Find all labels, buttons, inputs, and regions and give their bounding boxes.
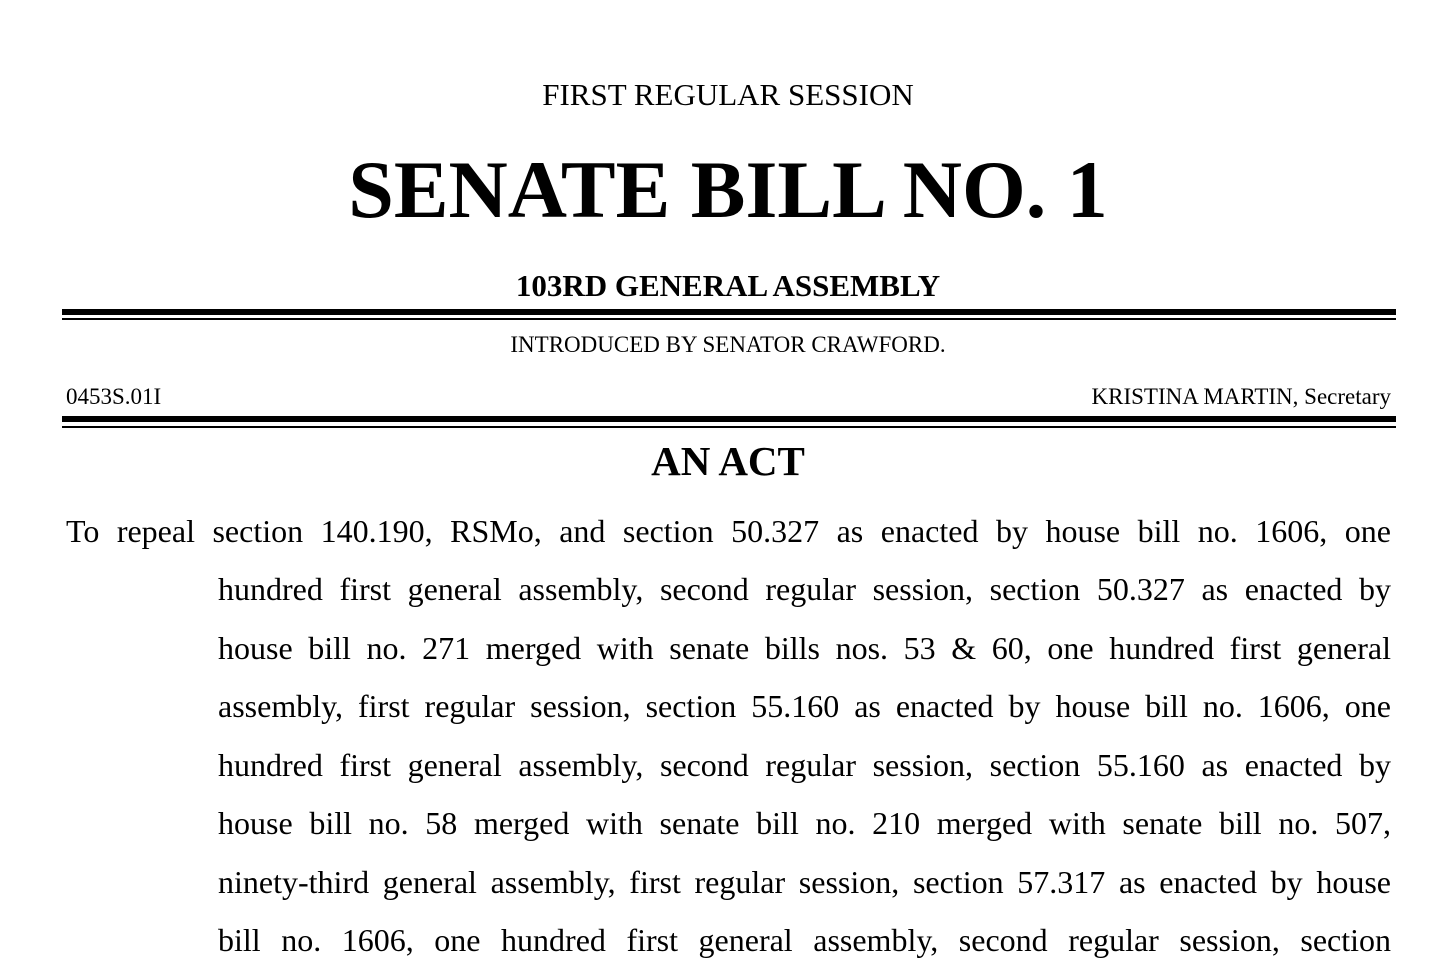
act-line: assembly, first regular session, section 55.160 as enacted by house bill no. 1606, one bbox=[218, 688, 1391, 724]
act-line: house bill no. 271 merged with senate bills nos. 53 & 60, one hundred first general bbox=[218, 630, 1391, 666]
act-line: house bill no. 58 merged with senate bill no. 210 merged with senate bill no. 507, bbox=[218, 805, 1391, 841]
act-line: To repeal section 140.190, RSMo, and section 50.327 as enacted by house bill no. 1606, one bbox=[66, 513, 1391, 549]
session-heading: FIRST REGULAR SESSION bbox=[542, 77, 914, 112]
act-heading: AN ACT bbox=[651, 438, 805, 484]
bill-code: 0453S.01I bbox=[66, 384, 162, 409]
bill-title: SENATE BILL NO. 1 bbox=[348, 144, 1108, 235]
act-line: bill no. 1606, one hundred first general assembly, second regular session, section bbox=[218, 922, 1391, 958]
introduced-by: INTRODUCED BY SENATOR CRAWFORD. bbox=[510, 332, 946, 357]
act-line: ninety-third general assembly, first regular session, section 57.317 as enacted by house bbox=[218, 864, 1391, 900]
assembly-heading: 103RD GENERAL ASSEMBLY bbox=[515, 268, 941, 303]
secretary-name: KRISTINA MARTIN, Secretary bbox=[1091, 384, 1391, 409]
act-line: hundred first general assembly, second regular session, section 50.327 as enacted by bbox=[218, 571, 1391, 607]
act-line: hundred first general assembly, second regular session, section 55.160 as enacted by bbox=[218, 747, 1391, 783]
